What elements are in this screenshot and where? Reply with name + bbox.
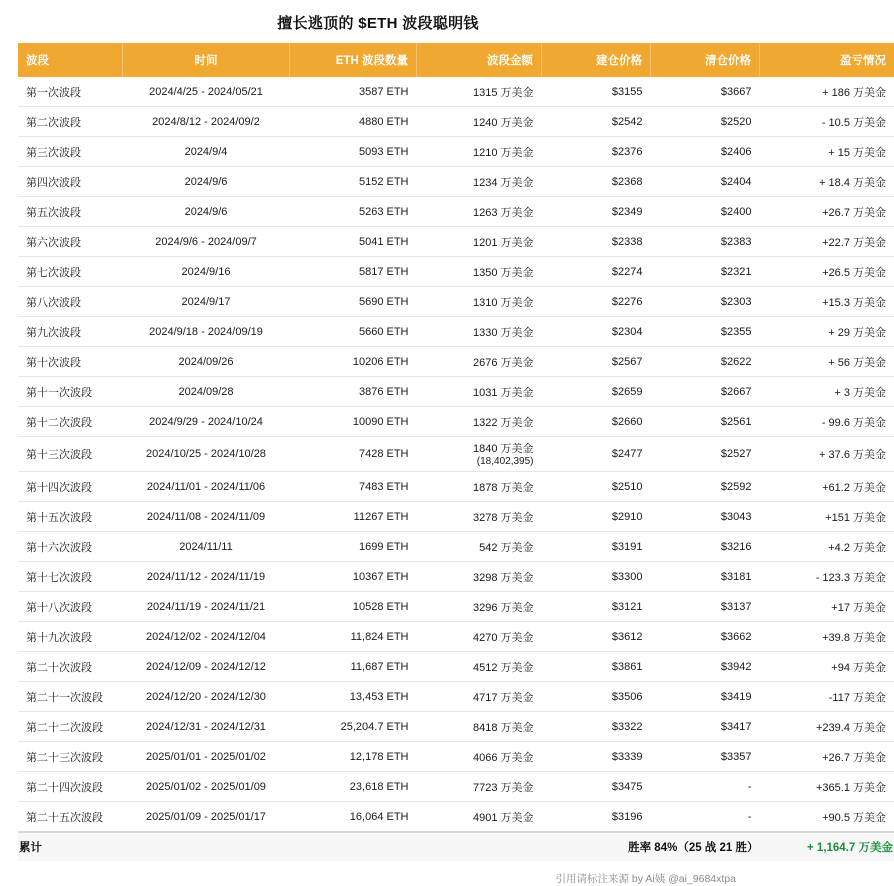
table-row [18, 317, 894, 347]
column-header-segment: 波段 [18, 43, 123, 77]
cell-amount-value: 1031 万美金 [473, 387, 534, 399]
cell-close-price: $2622 [651, 347, 760, 377]
cell-amount-value: 1310 万美金 [473, 297, 534, 309]
cell-close-price: $2383 [651, 227, 760, 257]
cell-amount [417, 712, 542, 742]
cell-segment: 第二十二次波段 [18, 712, 123, 742]
cell-amount-value: 1210 万美金 [473, 147, 534, 159]
total-win-rate: 胜率 84%（25 战 21 胜） [542, 832, 760, 861]
cell-open-price: $3300 [542, 562, 651, 592]
cell-close-price: $2400 [651, 197, 760, 227]
cell-amount [417, 682, 542, 712]
cell-segment: 第七次波段 [18, 257, 123, 287]
cell-amount-value: 1878 万美金 [473, 482, 534, 494]
cell-pnl: +90.5 万美金 [760, 802, 894, 833]
cell-open-price: $2276 [542, 287, 651, 317]
cell-amount [417, 652, 542, 682]
cell-amount-value: 7723 万美金 [473, 782, 534, 794]
cell-amount [417, 287, 542, 317]
cell-segment: 第十四次波段 [18, 472, 123, 502]
cell-time: 2024/11/01 - 2024/11/06 [123, 472, 290, 502]
table-row [18, 377, 894, 407]
cell-close-price: $2321 [651, 257, 760, 287]
cell-time: 2024/12/09 - 2024/12/12 [123, 652, 290, 682]
cell-close-price: $2355 [651, 317, 760, 347]
cell-quantity: 23,618 ETH [290, 772, 417, 802]
column-header-open-price: 建仓价格 [542, 43, 651, 77]
cell-quantity: 4880 ETH [290, 107, 417, 137]
cell-open-price: $3322 [542, 712, 651, 742]
cell-segment: 第十二次波段 [18, 407, 123, 437]
cell-amount-detail: (18,402,395) [425, 456, 534, 468]
cell-time: 2025/01/09 - 2025/01/17 [123, 802, 290, 833]
cell-amount [417, 502, 542, 532]
cell-segment: 第九次波段 [18, 317, 123, 347]
table-row [18, 347, 894, 377]
cell-amount [417, 437, 542, 472]
cell-open-price: $3475 [542, 772, 651, 802]
cell-time: 2025/01/01 - 2025/01/02 [123, 742, 290, 772]
table-body [18, 77, 894, 832]
cell-quantity: 5093 ETH [290, 137, 417, 167]
cell-amount [417, 532, 542, 562]
column-header-close-price: 清仓价格 [651, 43, 760, 77]
table-row [18, 622, 894, 652]
cell-time: 2024/09/26 [123, 347, 290, 377]
table-row [18, 592, 894, 622]
cell-close-price: $2404 [651, 167, 760, 197]
cell-pnl: +17 万美金 [760, 592, 894, 622]
cell-amount-value: 3296 万美金 [473, 602, 534, 614]
cell-segment: 第五次波段 [18, 197, 123, 227]
cell-close-price: - [651, 802, 760, 833]
cell-quantity: 13,453 ETH [290, 682, 417, 712]
cell-pnl: +15.3 万美金 [760, 287, 894, 317]
cell-open-price: $3339 [542, 742, 651, 772]
table-row [18, 137, 894, 167]
table-row [18, 77, 894, 107]
cell-time: 2024/11/08 - 2024/11/09 [123, 502, 290, 532]
cell-open-price: $3121 [542, 592, 651, 622]
cell-amount [417, 227, 542, 257]
cell-quantity: 10090 ETH [290, 407, 417, 437]
cell-segment: 第十三次波段 [18, 437, 123, 472]
cell-open-price: $2659 [542, 377, 651, 407]
cell-close-price: $3419 [651, 682, 760, 712]
cell-amount [417, 742, 542, 772]
cell-quantity: 5152 ETH [290, 167, 417, 197]
cell-amount [417, 167, 542, 197]
cell-amount [417, 472, 542, 502]
cell-amount [417, 317, 542, 347]
cell-amount [417, 347, 542, 377]
cell-pnl: +365.1 万美金 [760, 772, 894, 802]
cell-close-price: $2520 [651, 107, 760, 137]
cell-segment: 第六次波段 [18, 227, 123, 257]
cell-close-price: $2527 [651, 437, 760, 472]
cell-quantity: 11267 ETH [290, 502, 417, 532]
cell-quantity: 11,687 ETH [290, 652, 417, 682]
cell-quantity: 5690 ETH [290, 287, 417, 317]
cell-time: 2024/9/6 [123, 167, 290, 197]
table-row [18, 407, 894, 437]
cell-amount [417, 197, 542, 227]
cell-pnl: +94 万美金 [760, 652, 894, 682]
cell-amount-value: 4901 万美金 [473, 812, 534, 824]
cell-open-price: $3506 [542, 682, 651, 712]
cell-pnl: +26.7 万美金 [760, 197, 894, 227]
swing-trades-table [18, 43, 894, 861]
cell-amount [417, 562, 542, 592]
cell-quantity: 25,204.7 ETH [290, 712, 417, 742]
cell-time: 2024/9/16 [123, 257, 290, 287]
cell-amount-value: 1263 万美金 [473, 207, 534, 219]
cell-time: 2024/12/31 - 2024/12/31 [123, 712, 290, 742]
cell-close-price: $2303 [651, 287, 760, 317]
cell-amount-value: 542 万美金 [479, 542, 533, 554]
cell-open-price: $2910 [542, 502, 651, 532]
cell-time: 2024/4/25 - 2024/05/21 [123, 77, 290, 107]
table-row [18, 772, 894, 802]
cell-amount [417, 257, 542, 287]
cell-amount-value: 3278 万美金 [473, 512, 534, 524]
cell-segment: 第二次波段 [18, 107, 123, 137]
cell-time: 2025/01/02 - 2025/01/09 [123, 772, 290, 802]
cell-amount [417, 77, 542, 107]
cell-open-price: $3191 [542, 532, 651, 562]
cell-segment: 第一次波段 [18, 77, 123, 107]
cell-quantity: 3876 ETH [290, 377, 417, 407]
cell-amount-value: 1234 万美金 [473, 177, 534, 189]
cell-pnl: + 18.4 万美金 [760, 167, 894, 197]
column-header-quantity: ETH 波段数量 [290, 43, 417, 77]
cell-quantity: 11,824 ETH [290, 622, 417, 652]
cell-pnl: + 29 万美金 [760, 317, 894, 347]
cell-pnl: + 56 万美金 [760, 347, 894, 377]
total-label: 累计 [18, 832, 123, 861]
cell-quantity: 10367 ETH [290, 562, 417, 592]
page-title: 擅长逃顶的 $ETH 波段聪明钱 [18, 0, 738, 43]
cell-time: 2024/9/18 - 2024/09/19 [123, 317, 290, 347]
cell-time: 2024/11/12 - 2024/11/19 [123, 562, 290, 592]
cell-time: 2024/12/20 - 2024/12/30 [123, 682, 290, 712]
cell-pnl: + 15 万美金 [760, 137, 894, 167]
cell-segment: 第十九次波段 [18, 622, 123, 652]
cell-time: 2024/9/29 - 2024/10/24 [123, 407, 290, 437]
cell-segment: 第十次波段 [18, 347, 123, 377]
cell-segment: 第十七次波段 [18, 562, 123, 592]
cell-pnl: + 3 万美金 [760, 377, 894, 407]
column-header-time: 时间 [123, 43, 290, 77]
cell-segment: 第二十五次波段 [18, 802, 123, 833]
cell-quantity: 10206 ETH [290, 347, 417, 377]
cell-open-price: $2477 [542, 437, 651, 472]
table-row [18, 287, 894, 317]
cell-open-price: $2376 [542, 137, 651, 167]
cell-amount [417, 407, 542, 437]
cell-close-price: $3357 [651, 742, 760, 772]
cell-segment: 第二十一次波段 [18, 682, 123, 712]
cell-close-price: $3181 [651, 562, 760, 592]
cell-segment: 第三次波段 [18, 137, 123, 167]
cell-amount-value: 1315 万美金 [473, 87, 534, 99]
cell-quantity: 7483 ETH [290, 472, 417, 502]
cell-pnl: + 186 万美金 [760, 77, 894, 107]
cell-pnl: +26.7 万美金 [760, 742, 894, 772]
cell-close-price: $3942 [651, 652, 760, 682]
cell-close-price: $3662 [651, 622, 760, 652]
cell-close-price: $3667 [651, 77, 760, 107]
table-row [18, 802, 894, 833]
cell-open-price: $3861 [542, 652, 651, 682]
cell-quantity: 10528 ETH [290, 592, 417, 622]
cell-amount-value: 4512 万美金 [473, 662, 534, 674]
cell-quantity: 5660 ETH [290, 317, 417, 347]
cell-close-price: - [651, 772, 760, 802]
cell-pnl: - 99.6 万美金 [760, 407, 894, 437]
cell-quantity: 16,064 ETH [290, 802, 417, 833]
cell-amount-value: 2676 万美金 [473, 357, 534, 369]
cell-open-price: $3612 [542, 622, 651, 652]
cell-amount [417, 622, 542, 652]
total-pnl: + 1,164.7 万美金 [760, 832, 894, 861]
table-header-row [18, 43, 894, 77]
cell-open-price: $2510 [542, 472, 651, 502]
table-header [18, 43, 894, 77]
cell-amount-value: 4066 万美金 [473, 752, 534, 764]
source-credit: 引用请标注来源 by Ai姨 @ai_9684xtpa [18, 871, 738, 886]
cell-close-price: $2667 [651, 377, 760, 407]
cell-time: 2024/9/6 - 2024/09/7 [123, 227, 290, 257]
table-row [18, 257, 894, 287]
table-footer [18, 832, 894, 861]
cell-amount-value: 1330 万美金 [473, 327, 534, 339]
cell-close-price: $2561 [651, 407, 760, 437]
cell-quantity: 7428 ETH [290, 437, 417, 472]
table-row [18, 472, 894, 502]
cell-amount [417, 377, 542, 407]
cell-time: 2024/9/6 [123, 197, 290, 227]
cell-segment: 第十一次波段 [18, 377, 123, 407]
table-row [18, 107, 894, 137]
cell-amount-value: 8418 万美金 [473, 722, 534, 734]
cell-amount [417, 592, 542, 622]
table-row [18, 532, 894, 562]
cell-segment: 第十六次波段 [18, 532, 123, 562]
cell-pnl: +239.4 万美金 [760, 712, 894, 742]
cell-open-price: $2338 [542, 227, 651, 257]
cell-amount [417, 137, 542, 167]
cell-time: 2024/09/28 [123, 377, 290, 407]
cell-close-price: $3043 [651, 502, 760, 532]
cell-amount-value: 1840 万美金 [473, 443, 534, 455]
cell-pnl: +151 万美金 [760, 502, 894, 532]
cell-pnl: -117 万美金 [760, 682, 894, 712]
table-row [18, 197, 894, 227]
cell-time: 2024/9/4 [123, 137, 290, 167]
cell-open-price: $2304 [542, 317, 651, 347]
cell-segment: 第四次波段 [18, 167, 123, 197]
cell-quantity: 5263 ETH [290, 197, 417, 227]
cell-segment: 第二十次波段 [18, 652, 123, 682]
cell-open-price: $2542 [542, 107, 651, 137]
cell-amount-value: 4717 万美金 [473, 692, 534, 704]
table-row [18, 437, 894, 472]
cell-amount-value: 1350 万美金 [473, 267, 534, 279]
table-total-row [18, 832, 894, 861]
cell-time: 2024/8/12 - 2024/09/2 [123, 107, 290, 137]
cell-pnl: +61.2 万美金 [760, 472, 894, 502]
cell-close-price: $2406 [651, 137, 760, 167]
column-header-pnl: 盈亏情况 [760, 43, 894, 77]
cell-time: 2024/9/17 [123, 287, 290, 317]
table-row [18, 742, 894, 772]
cell-open-price: $3196 [542, 802, 651, 833]
total-blank-time [123, 832, 290, 861]
total-blank-qty [290, 832, 417, 861]
cell-amount-value: 4270 万美金 [473, 632, 534, 644]
table-row [18, 562, 894, 592]
cell-open-price: $2660 [542, 407, 651, 437]
cell-segment: 第十八次波段 [18, 592, 123, 622]
table-row [18, 652, 894, 682]
cell-amount-value: 1201 万美金 [473, 237, 534, 249]
column-header-amount: 波段金额 [417, 43, 542, 77]
cell-close-price: $2592 [651, 472, 760, 502]
cell-quantity: 1699 ETH [290, 532, 417, 562]
cell-amount-value: 1322 万美金 [473, 417, 534, 429]
cell-pnl: +39.8 万美金 [760, 622, 894, 652]
table-row [18, 167, 894, 197]
cell-amount [417, 802, 542, 833]
cell-quantity: 12,178 ETH [290, 742, 417, 772]
cell-open-price: $3155 [542, 77, 651, 107]
cell-amount-value: 3298 万美金 [473, 572, 534, 584]
table-row [18, 227, 894, 257]
cell-segment: 第八次波段 [18, 287, 123, 317]
cell-quantity: 5817 ETH [290, 257, 417, 287]
cell-segment: 第二十三次波段 [18, 742, 123, 772]
cell-segment: 第十五次波段 [18, 502, 123, 532]
cell-open-price: $2567 [542, 347, 651, 377]
cell-time: 2024/10/25 - 2024/10/28 [123, 437, 290, 472]
cell-pnl: +4.2 万美金 [760, 532, 894, 562]
cell-time: 2024/12/02 - 2024/12/04 [123, 622, 290, 652]
cell-open-price: $2274 [542, 257, 651, 287]
cell-amount-value: 1240 万美金 [473, 117, 534, 129]
total-blank-amt [417, 832, 542, 861]
cell-pnl: + 37.6 万美金 [760, 437, 894, 472]
cell-amount [417, 772, 542, 802]
cell-time: 2024/11/11 [123, 532, 290, 562]
cell-pnl: - 10.5 万美金 [760, 107, 894, 137]
cell-close-price: $3216 [651, 532, 760, 562]
table-row [18, 682, 894, 712]
cell-amount [417, 107, 542, 137]
cell-open-price: $2349 [542, 197, 651, 227]
cell-quantity: 5041 ETH [290, 227, 417, 257]
cell-pnl: +22.7 万美金 [760, 227, 894, 257]
cell-pnl: +26.5 万美金 [760, 257, 894, 287]
cell-segment: 第二十四次波段 [18, 772, 123, 802]
cell-pnl: - 123.3 万美金 [760, 562, 894, 592]
cell-close-price: $3417 [651, 712, 760, 742]
cell-open-price: $2368 [542, 167, 651, 197]
cell-close-price: $3137 [651, 592, 760, 622]
cell-quantity: 3587 ETH [290, 77, 417, 107]
table-row [18, 502, 894, 532]
table-row [18, 712, 894, 742]
cell-time: 2024/11/19 - 2024/11/21 [123, 592, 290, 622]
